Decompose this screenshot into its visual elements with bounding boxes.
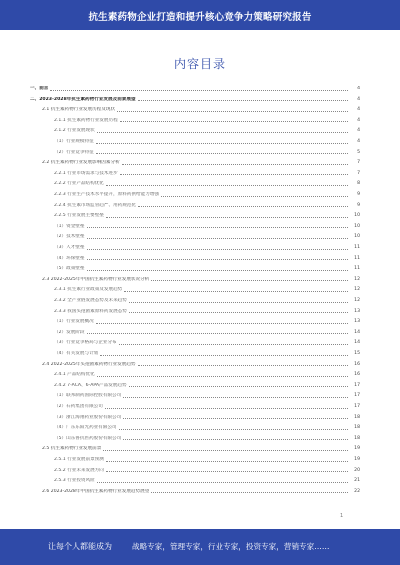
page-number: 1 bbox=[340, 513, 344, 519]
toc-entry-page: 14 bbox=[354, 329, 360, 335]
toc-dot-leader bbox=[119, 429, 348, 430]
toc-dot-leader bbox=[106, 461, 348, 462]
toc-entry-title: 2.3.1 抗生素行业政策及发展趋势 bbox=[54, 287, 123, 293]
toc-entry-page: 17 bbox=[354, 393, 360, 399]
toc-entry-title: 2.5.1 行业发展前景预测 bbox=[54, 457, 104, 462]
toc-entry-page: 10 bbox=[354, 223, 360, 229]
toc-dot-leader bbox=[129, 302, 348, 303]
toc-entry-title: 2.5.2 行业未来发展方向 bbox=[54, 467, 104, 473]
toc-entry-page: 13 bbox=[354, 319, 360, 325]
toc-entry-title: 2.2.4 抗生素市场监管趋严、用药规范化 bbox=[54, 202, 137, 208]
toc-dot-leader bbox=[96, 153, 348, 154]
toc-entry[interactable] bbox=[30, 128, 360, 134]
report-title: 抗生素药物企业打造和提升核心竞争力策略研究报告 bbox=[88, 12, 312, 23]
toc-entry[interactable] bbox=[30, 330, 360, 336]
toc-entry[interactable] bbox=[30, 404, 360, 410]
toc-entry-title: （4）广东东阳光药业有限公司 bbox=[54, 425, 117, 431]
toc-dot-leader bbox=[100, 355, 348, 356]
toc-entry[interactable] bbox=[30, 415, 360, 421]
toc-entry-page: 8 bbox=[357, 181, 360, 187]
toc-entry[interactable] bbox=[30, 446, 360, 452]
toc-entry-title: 2.3 2022-2025年中国抗生素药物行业发展状况分析 bbox=[42, 276, 150, 282]
toc-entry[interactable] bbox=[30, 181, 360, 187]
toc-dot-leader bbox=[120, 174, 348, 175]
toc-dot-leader bbox=[129, 312, 348, 313]
toc-dot-leader bbox=[123, 397, 348, 398]
toc-entry-title: 2.3.2 全产业链发展态势及未来趋势 bbox=[54, 298, 127, 303]
toc-entry-page: 9 bbox=[357, 202, 360, 208]
toc-entry-page: 4 bbox=[357, 86, 360, 91]
toc-entry-page: 4 bbox=[357, 139, 360, 144]
toc-entry-page: 12 bbox=[354, 276, 360, 282]
toc-dot-leader bbox=[97, 376, 348, 377]
footer-slogan-left: 让每个人都能成为 bbox=[48, 542, 112, 551]
toc-entry-title: （1）联邦制药国际控股有限公司 bbox=[54, 393, 122, 399]
toc-dot-leader bbox=[87, 238, 349, 239]
toc-entry-title: 2.3.3 我国头孢菌素原料药发展态势 bbox=[54, 308, 127, 314]
toc-entry-page: 17 bbox=[354, 382, 360, 388]
toc-entry-title: （2）发展阶段 bbox=[54, 329, 85, 335]
toc-entry-page: 11 bbox=[354, 245, 360, 250]
toc-entry-page: 12 bbox=[354, 298, 360, 303]
toc-dot-leader bbox=[119, 344, 348, 345]
toc-entry-title: 2.2.2 行业产品结构优化 bbox=[54, 181, 104, 187]
toc-dot-leader bbox=[50, 90, 348, 91]
toc-entry-page: 10 bbox=[354, 234, 360, 240]
toc-entry-page: 21 bbox=[354, 478, 360, 484]
toc-entry-page: 18 bbox=[354, 425, 360, 431]
toc-entry-page: 4 bbox=[357, 117, 360, 123]
toc-entry-title: （4）有关发展与计划 bbox=[54, 351, 99, 356]
toc-dot-leader bbox=[161, 196, 348, 197]
toc-entry[interactable] bbox=[30, 277, 360, 283]
toc-entry[interactable] bbox=[30, 139, 360, 145]
toc-entry[interactable] bbox=[30, 86, 360, 92]
toc-entry-page: 7 bbox=[357, 170, 360, 176]
toc-entry-title: （3）行业竞争格局与企业分布 bbox=[54, 340, 117, 346]
toc-entry[interactable] bbox=[30, 192, 360, 198]
toc-entry-page: 15 bbox=[354, 351, 360, 356]
toc-dot-leader bbox=[123, 418, 348, 419]
toc-entry[interactable] bbox=[30, 457, 360, 463]
toc-dot-leader bbox=[117, 111, 348, 112]
toc-dot-leader bbox=[106, 471, 348, 472]
toc-dot-leader bbox=[87, 227, 349, 228]
toc-entry-title: 2.6 2023-2028年中国抗生素药物行业发展趋势展望 bbox=[42, 488, 150, 494]
toc-entry-title: 二、2023-2028年抗生素药物行业发展及前景展望 bbox=[30, 96, 136, 102]
toc-entry[interactable] bbox=[30, 245, 360, 251]
toc-entry[interactable] bbox=[30, 150, 360, 156]
toc-entry[interactable] bbox=[30, 97, 360, 103]
footer-slogan-right: 战略专家，管理专家，行业专家，投资专家，营销专家…… bbox=[132, 542, 330, 551]
toc-entry-page: 17 bbox=[354, 404, 360, 409]
toc-entry[interactable] bbox=[30, 203, 360, 209]
toc-entry-title: （1）资金壁垒 bbox=[54, 223, 85, 229]
toc-dot-leader bbox=[87, 249, 349, 250]
toc-entry[interactable] bbox=[30, 468, 360, 474]
toc-entry-title: 2.2.5 行业发展主要壁垒 bbox=[54, 213, 104, 219]
toc-entry-title: 2.5 抗生素药物行业发展前景 bbox=[42, 446, 102, 452]
toc-entry-page: 22 bbox=[354, 488, 360, 494]
toc-entry-title: （5）政策壁垒 bbox=[54, 266, 85, 272]
toc-entry-page: 16 bbox=[354, 361, 360, 367]
toc-entry-title: 一、前言 bbox=[30, 86, 49, 91]
toc-dot-leader bbox=[124, 291, 348, 292]
toc-entry-title: （4）环保壁垒 bbox=[54, 255, 85, 261]
toc-dot-leader bbox=[151, 492, 348, 493]
toc-entry[interactable] bbox=[30, 160, 360, 166]
toc-entry[interactable] bbox=[30, 266, 360, 272]
toc-entry-title: 2.1.2 行业发展现状 bbox=[54, 128, 95, 134]
toc-dot-leader bbox=[138, 365, 348, 366]
toc-dot-leader bbox=[122, 164, 348, 165]
toc-entry[interactable] bbox=[30, 319, 360, 325]
toc-entry[interactable] bbox=[30, 362, 360, 368]
toc-dot-leader bbox=[151, 280, 348, 281]
toc-entry-title: （5）山东鲁抗医药股份有限公司 bbox=[54, 435, 122, 441]
toc-entry[interactable] bbox=[30, 287, 360, 293]
toc-dot-leader bbox=[103, 450, 348, 451]
toc-entry[interactable] bbox=[30, 309, 360, 315]
toc-dot-leader bbox=[138, 100, 348, 101]
toc-dot-leader bbox=[96, 323, 348, 324]
toc-entry-page: 4 bbox=[357, 96, 360, 102]
toc-entry-page: 13 bbox=[354, 308, 360, 314]
toc-entry-title: 2.1 抗生素药物行业发展历程及现状 bbox=[42, 107, 116, 113]
toc-entry-title: （3）人才壁垒 bbox=[54, 245, 85, 250]
toc-entry-title: （1）行业规模特征 bbox=[54, 139, 94, 144]
toc-entry-page: 11 bbox=[354, 266, 360, 272]
table-of-contents bbox=[30, 86, 360, 504]
toc-dot-leader bbox=[105, 408, 348, 409]
toc-entry-title: 2.4.2 7-ACA、6-APA产品发展趋势 bbox=[54, 382, 127, 388]
toc-entry[interactable] bbox=[30, 224, 360, 230]
toc-entry-title: （2）石药集团有限公司 bbox=[54, 404, 103, 409]
toc-entry-title: （2）行业竞争特征 bbox=[54, 149, 94, 155]
toc-entry-page: 4 bbox=[357, 107, 360, 113]
toc-dot-leader bbox=[97, 132, 348, 133]
toc-entry-title: 2.2 抗生素药物行业发展影响因素分析 bbox=[42, 160, 120, 166]
toc-entry-title: 2.5.3 行业投资风险 bbox=[54, 478, 95, 484]
toc-entry-page: 12 bbox=[354, 287, 360, 293]
toc-dot-leader bbox=[120, 121, 348, 122]
toc-entry[interactable] bbox=[30, 298, 360, 304]
toc-dot-leader bbox=[123, 439, 348, 440]
toc-entry-page: 4 bbox=[357, 128, 360, 134]
toc-entry-page: 18 bbox=[354, 435, 360, 441]
toc-entry[interactable] bbox=[30, 340, 360, 346]
toc-dot-leader bbox=[96, 143, 348, 144]
toc-dot-leader bbox=[138, 206, 348, 207]
toc-entry[interactable] bbox=[30, 256, 360, 262]
toc-entry[interactable] bbox=[30, 213, 360, 219]
toc-dot-leader bbox=[87, 259, 349, 260]
toc-entry[interactable] bbox=[30, 171, 360, 177]
toc-entry-page: 20 bbox=[354, 467, 360, 473]
toc-entry-page: 14 bbox=[354, 340, 360, 346]
toc-entry[interactable] bbox=[30, 425, 360, 431]
toc-dot-leader bbox=[129, 386, 348, 387]
toc-entry-page: 7 bbox=[357, 160, 360, 166]
toc-entry-page: 19 bbox=[354, 457, 360, 462]
toc-entry-page: 18 bbox=[354, 414, 360, 420]
toc-entry-title: （2）技术壁垒 bbox=[54, 234, 85, 240]
toc-entry-title: 2.1.1 抗生素药物行业发展历程 bbox=[54, 117, 118, 123]
toc-entry-title: 2.4.1 产品结构优化 bbox=[54, 372, 95, 378]
toc-entry[interactable] bbox=[30, 478, 360, 484]
toc-entry-title: 2.2.3 行业生产技术水平提升，原料药供给能力增强 bbox=[54, 192, 160, 197]
toc-entry-title: 2.2.1 行业市场需求与技术进步 bbox=[54, 170, 118, 176]
toc-dot-leader bbox=[97, 482, 348, 483]
toc-entry[interactable] bbox=[30, 393, 360, 399]
toc-entry-title: （1）行业发展概况 bbox=[54, 319, 94, 325]
toc-entry-page: 16 bbox=[354, 372, 360, 378]
toc-entry[interactable] bbox=[30, 351, 360, 357]
toc-entry-page: 19 bbox=[354, 446, 360, 452]
toc-dot-leader bbox=[106, 185, 348, 186]
toc-entry[interactable] bbox=[30, 107, 360, 113]
toc-entry[interactable] bbox=[30, 372, 360, 378]
toc-entry-page: 11 bbox=[354, 255, 360, 261]
toc-entry-title: 2.4 2022-2025年头孢菌素药物行业发展趋势 bbox=[42, 361, 136, 367]
header-bar bbox=[0, 0, 400, 30]
toc-heading: 内容目录 bbox=[173, 57, 226, 71]
toc-entry-page: 10 bbox=[354, 213, 360, 219]
toc-entry[interactable] bbox=[30, 489, 360, 495]
toc-dot-leader bbox=[87, 333, 349, 334]
toc-dot-leader bbox=[106, 217, 348, 218]
toc-entry-title: （3）浙江海翔药业股份有限公司 bbox=[54, 414, 122, 420]
toc-entry[interactable] bbox=[30, 383, 360, 389]
footer-bar bbox=[0, 529, 400, 565]
toc-entry-page: 5 bbox=[357, 149, 360, 155]
toc-entry[interactable] bbox=[30, 118, 360, 124]
toc-dot-leader bbox=[87, 270, 349, 271]
toc-entry[interactable] bbox=[30, 436, 360, 442]
toc-entry-page: 9 bbox=[357, 192, 360, 197]
toc-entry[interactable] bbox=[30, 234, 360, 240]
